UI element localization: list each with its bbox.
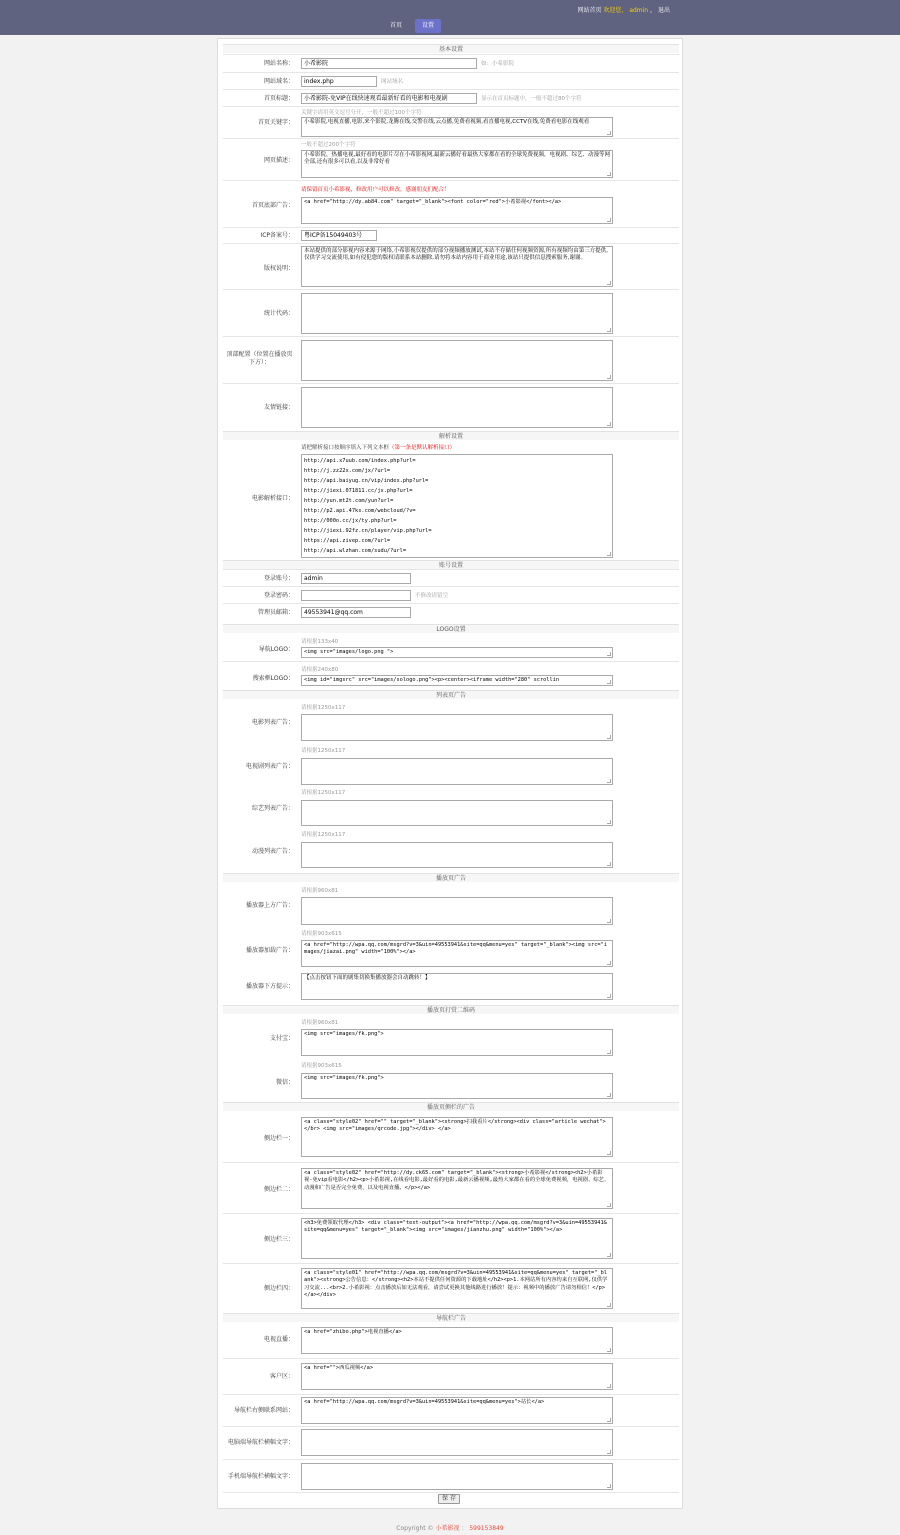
separator: ， <box>650 7 657 14</box>
nav-pc-banner-label: 电脑端导航栏横幅文字： <box>227 1439 294 1446</box>
player-loading-ad-label: 播放器加载广告： <box>245 947 294 954</box>
logout-link[interactable]: 退出 <box>657 7 670 14</box>
site-name-label: 网站名称： <box>263 60 294 67</box>
side3-label: 侧边栏三： <box>263 1236 294 1243</box>
player-notice-textarea[interactable]: 【点击按钮下面的剧集切换集播放器会自动跳转！】 <box>301 973 613 1000</box>
section-list-ad: 列表页广告 <box>223 690 679 699</box>
home-title-hint: 显示在首页标题中，一般不超过80个字符 <box>481 96 582 102</box>
save-button[interactable]: 保 存 <box>438 1494 460 1504</box>
side4-textarea[interactable]: <a class="style01" href="http://wpa.qq.com/msgrd?v=3&uin=49553941&site=qq&menu=yes" target="_blank"><strong>公告信息：</strong><h2>本站不提供任何资源的下载地址</h2><p>1.本网站所有内容均来自互联网,仅供学习交流...<br>2.小希影视：点击播放后如无法观看，请尝试更换其他线路进行播放！提示：视频中的播放广告请勿相信！</p></a></div> <box>301 1268 613 1309</box>
copyright-label: 版权说明： <box>263 265 294 272</box>
home-ad-textarea[interactable]: <a href="http://dy.ab84.com" target="_blank"><font color="red">小希影视</font></a> <box>301 197 613 224</box>
welcome-text: 欢迎您， <box>603 7 628 14</box>
home-ad-hint: 请保留首页小希影视，修改用户可以修改，感谢朋友们配合！ <box>301 187 450 193</box>
friend-links-label: 友情链接： <box>263 404 294 411</box>
password-hint: 不修改请留空 <box>415 593 449 599</box>
nav-logo-hint: 请根据133x40 <box>301 639 339 645</box>
login-password-label: 登录密码： <box>263 592 294 599</box>
home-ad-label: 首页底部广告： <box>251 202 294 209</box>
login-account-label: 登录账号： <box>263 575 294 582</box>
home-link[interactable]: 网站首页 <box>577 7 602 14</box>
side1-label: 侧边栏一： <box>263 1135 294 1142</box>
footer-qq: 599153849 <box>469 1525 504 1532</box>
main-nav <box>383 19 441 33</box>
row-side1 <box>223 1112 679 1162</box>
nav-mobile-banner-textarea[interactable] <box>301 1463 613 1490</box>
row-alipay <box>223 1014 679 1059</box>
nav-tv-label: 电视直播： <box>263 1336 294 1343</box>
icp-label: ICP备案号： <box>260 232 294 239</box>
player-top-ad-hint: 请根据960x81 <box>301 888 339 894</box>
search-logo-textarea[interactable]: <img id="imgsrc" src="images/sologo.png"><p><center><iframe width="280" scrollin <box>301 675 613 686</box>
variety-list-ad-hint: 请根据1250x117 <box>301 790 346 796</box>
row-home-ad <box>223 180 679 227</box>
home-title-input[interactable]: 小希影院-免VIP在线快速观看最新好看的电影和电视剧 <box>301 93 477 104</box>
side4-label: 侧边栏四： <box>263 1285 294 1292</box>
row-side4 <box>223 1263 679 1312</box>
side2-label: 侧边栏二： <box>263 1186 294 1193</box>
section-logo: LOGO设置 <box>223 624 679 633</box>
tv-list-ad-label: 电视剧列表广告： <box>245 763 294 770</box>
nav-contact-textarea[interactable]: <a href="http://wpa.qq.com/msgrd?v=3&uin=49553941&site=qq&menu=yes">站长</a> <box>301 1397 613 1424</box>
site-url-label: 网站域名： <box>263 78 294 85</box>
player-loading-ad-textarea[interactable]: <a href="http://wpa.qq.com/msgrd?v=3&uin=49553941&site=qq&menu=yes" target="_blank"><img src="images/jiazai.png" width="100%"></a> <box>301 940 613 967</box>
anime-list-ad-hint: 请根据1250x117 <box>301 832 346 838</box>
row-player-notice <box>223 969 679 1005</box>
keywords-hint: 关键字请用英文逗号分开，一般不超过100个字符 <box>301 110 422 116</box>
parse-hint: 请把解析接口按顺序填入下列文本框（第一条是默认解析接口） <box>301 445 456 451</box>
row-nav-contact <box>223 1394 679 1426</box>
row-home-keywords <box>223 106 679 138</box>
side3-textarea[interactable]: <h3>免费领取代理</h3> <div class="text-output"><a href="http://wpa.qq.com/msgrd?v=3&uin=49553941&site=qq&menu=yes" target="_blank"><img src="images/jianzhu.png" width="100%"></a> <box>301 1218 613 1259</box>
keywords-label: 首页关键字： <box>257 119 294 126</box>
row-variety-list-ad <box>223 786 679 828</box>
site-url-input[interactable]: index.php <box>301 76 377 87</box>
row-admin-email <box>223 603 679 622</box>
alipay-label: 支付宝： <box>269 1035 294 1042</box>
row-site-name <box>223 54 679 72</box>
nav-custom-textarea[interactable]: <a href="">西瓜视频</a> <box>301 1363 613 1390</box>
movie-list-ad-hint: 请根据1250x117 <box>301 705 346 711</box>
friend-links-textarea[interactable] <box>301 387 613 428</box>
alipay-textarea[interactable]: <img src="images/fk.png"> <box>301 1029 613 1056</box>
anime-list-ad-textarea[interactable] <box>301 842 613 868</box>
footer-colon: ： <box>461 1525 468 1532</box>
search-logo-hint: 请根据240x80 <box>301 667 339 673</box>
row-home-title <box>223 89 679 106</box>
row-nav-tv <box>223 1322 679 1358</box>
row-wechat <box>223 1059 679 1101</box>
row-login-password <box>223 586 679 603</box>
row-icp <box>223 227 679 243</box>
site-name-input[interactable]: 小希影院 <box>301 58 477 69</box>
row-nav-mobile-banner <box>223 1459 679 1492</box>
nav-home[interactable]: 首页 <box>390 22 403 29</box>
footer-site-link[interactable]: 小希影视 <box>435 1525 460 1532</box>
desc-textarea[interactable]: 小希影院，热播电视,最好看的电影片尽在小希影视网,最新云播好看最热大家都在看的全球免费视频，电视剧、综艺、动漫等网全部,还有很多可以看,以及非常好看 <box>301 150 613 178</box>
variety-list-ad-label: 综艺列表广告： <box>251 805 294 812</box>
login-password-input[interactable] <box>301 590 411 601</box>
parse-label: 电影解析接口： <box>251 495 294 502</box>
wechat-label: 微信： <box>275 1079 294 1086</box>
wechat-hint: 请根据903x615 <box>301 1063 342 1069</box>
footer-copyright: Copyright © <box>396 1525 434 1532</box>
section-play-qr: 播放页打赏二维码 <box>223 1005 679 1014</box>
player-loading-ad-hint: 请根据903x615 <box>301 931 342 937</box>
section-parse: 解析设置 <box>223 431 679 440</box>
row-parse-api <box>223 440 679 559</box>
footer <box>0 1523 900 1532</box>
section-nav-ad: 导航栏广告 <box>223 1313 679 1322</box>
row-side3 <box>223 1213 679 1263</box>
section-play-side: 播放页侧栏的广告 <box>223 1102 679 1111</box>
top-ad-label: 顶部配置（位置在播放页下方）： <box>226 351 293 366</box>
wechat-textarea[interactable]: <img src="images/fk.png"> <box>301 1073 613 1099</box>
stats-textarea[interactable] <box>301 293 613 334</box>
row-top-ad <box>223 336 679 383</box>
row-copyright <box>223 243 679 289</box>
row-nav-pc-banner <box>223 1426 679 1459</box>
row-player-loading-ad <box>223 927 679 969</box>
row-movie-list-ad <box>223 699 679 744</box>
home-title-label: 首页标题： <box>263 95 294 102</box>
row-stats <box>223 289 679 336</box>
stats-label: 统计代码： <box>263 310 294 317</box>
player-notice-label: 播放器下方提示： <box>245 983 294 990</box>
row-tv-list-ad <box>223 744 679 786</box>
row-nav-logo <box>223 633 679 661</box>
admin-email-input[interactable]: 49553941@qq.com <box>301 607 411 618</box>
site-name-hint: 如：小希影院 <box>481 61 515 67</box>
row-page-desc <box>223 138 679 180</box>
section-play-ad: 播放页广告 <box>223 873 679 882</box>
movie-list-ad-label: 电影列表广告： <box>251 719 294 726</box>
username: admin <box>629 7 649 14</box>
player-top-ad-textarea[interactable] <box>301 897 613 925</box>
nav-logo-label: 导航LOGO： <box>258 646 294 653</box>
search-logo-label: 搜索框LOGO： <box>252 675 294 682</box>
keywords-textarea[interactable]: 小希影院,电视直播,电影,来个影院,龙腾在线,交警在线,云点播,免费看视频,看直播电视,CCTV在线,免费看电影在线观看 <box>301 117 613 137</box>
nav-pc-banner-textarea[interactable] <box>301 1429 613 1456</box>
row-divider-bottom <box>223 1492 679 1493</box>
tv-list-ad-textarea[interactable] <box>301 758 613 785</box>
desc-label: 网页描述： <box>263 157 294 164</box>
settings-panel <box>217 38 683 1509</box>
anime-list-ad-label: 动漫列表广告： <box>251 848 294 855</box>
row-search-logo <box>223 661 679 689</box>
parse-textarea[interactable]: http://api.x7uub.com/index.php?url= http://j.zz22x.com/jx/?url= http://api.baiyug.cn/vip/index.php?url= http://jiexi.071811.cc/jx.php?url= http://yun.mt2t.com/yun?url= http://p2.api.47ks.com/webcloud/?v= http://000o.cc/jx/ty.php?url= http://jiexi.92fz.cn/player/vip.php?url= https://api.zivep.com/?url= http://api.wlzhan.com/sudu/?url= <box>301 454 613 558</box>
site-url-hint: 网站域名 <box>381 79 404 85</box>
row-side2 <box>223 1162 679 1213</box>
nav-settings[interactable]: 设置 <box>415 19 441 33</box>
nav-contact-label: 导航栏右侧联系网站： <box>233 1407 294 1414</box>
tv-list-ad-hint: 请根据1250x117 <box>301 748 346 754</box>
section-basic: 基本设置 <box>223 44 679 53</box>
top-bar <box>0 0 900 35</box>
nav-mobile-banner-label: 手机端导航栏横幅文字： <box>227 1473 294 1480</box>
section-account: 账号设置 <box>223 560 679 569</box>
nav-custom-label: 客户区： <box>269 1373 294 1380</box>
row-login-account <box>223 569 679 586</box>
alipay-hint: 请根据960x81 <box>301 1020 339 1026</box>
row-friend-links <box>223 383 679 431</box>
nav-tv-textarea[interactable]: <a href="zhibo.php">电视直播</a> <box>301 1327 613 1354</box>
copyright-textarea[interactable]: 本站提供的部分影视内容来源于网络,小希影视仅提供的部分视频播放测试,本站不存储任何视频资源,所有视频均由第三方提供,仅供学习交流使用,如有侵犯您的版权请联系本站删除,请勿将本站内容用于商业用途,该站只提供信息搜索服务,谢谢。 <box>301 246 613 287</box>
side2-textarea[interactable]: <a class="style02" href="http://dy.ck65.com" target="_blank"><strong>小希影视</strong><h2>小希影视-免vip看电影</h2><p>小希影视,在线看电影,最好看的电影,最新云播视频,最热大家都在看的全球免费视频，电视剧、综艺、动漫和广告是否完全免费，以及电视直播。</p></a> <box>301 1168 613 1209</box>
row-anime-list-ad <box>223 828 679 870</box>
row-site-url <box>223 72 679 89</box>
variety-list-ad-textarea[interactable] <box>301 800 613 826</box>
top-ad-textarea[interactable] <box>301 340 613 381</box>
side1-textarea[interactable]: <a class="style02" href="" target="_blank"><strong>扫我看片</strong><div class="article wechat"> </br> <img src="images/qrcode.jpg"></div> </a> <box>301 1117 613 1157</box>
row-nav-custom <box>223 1358 679 1394</box>
user-links <box>577 5 670 14</box>
player-top-ad-label: 播放器上方广告： <box>245 902 294 909</box>
row-player-top-ad <box>223 882 679 927</box>
admin-email-label: 管理员邮箱： <box>257 609 294 616</box>
movie-list-ad-textarea[interactable] <box>301 714 613 741</box>
nav-logo-textarea[interactable]: <img src="images/logo.png "> <box>301 647 613 658</box>
login-account-input[interactable]: admin <box>301 573 411 584</box>
desc-hint: 一般不超过200个字符 <box>301 142 356 148</box>
icp-input[interactable]: 粤ICP备15049403号 <box>301 230 377 241</box>
